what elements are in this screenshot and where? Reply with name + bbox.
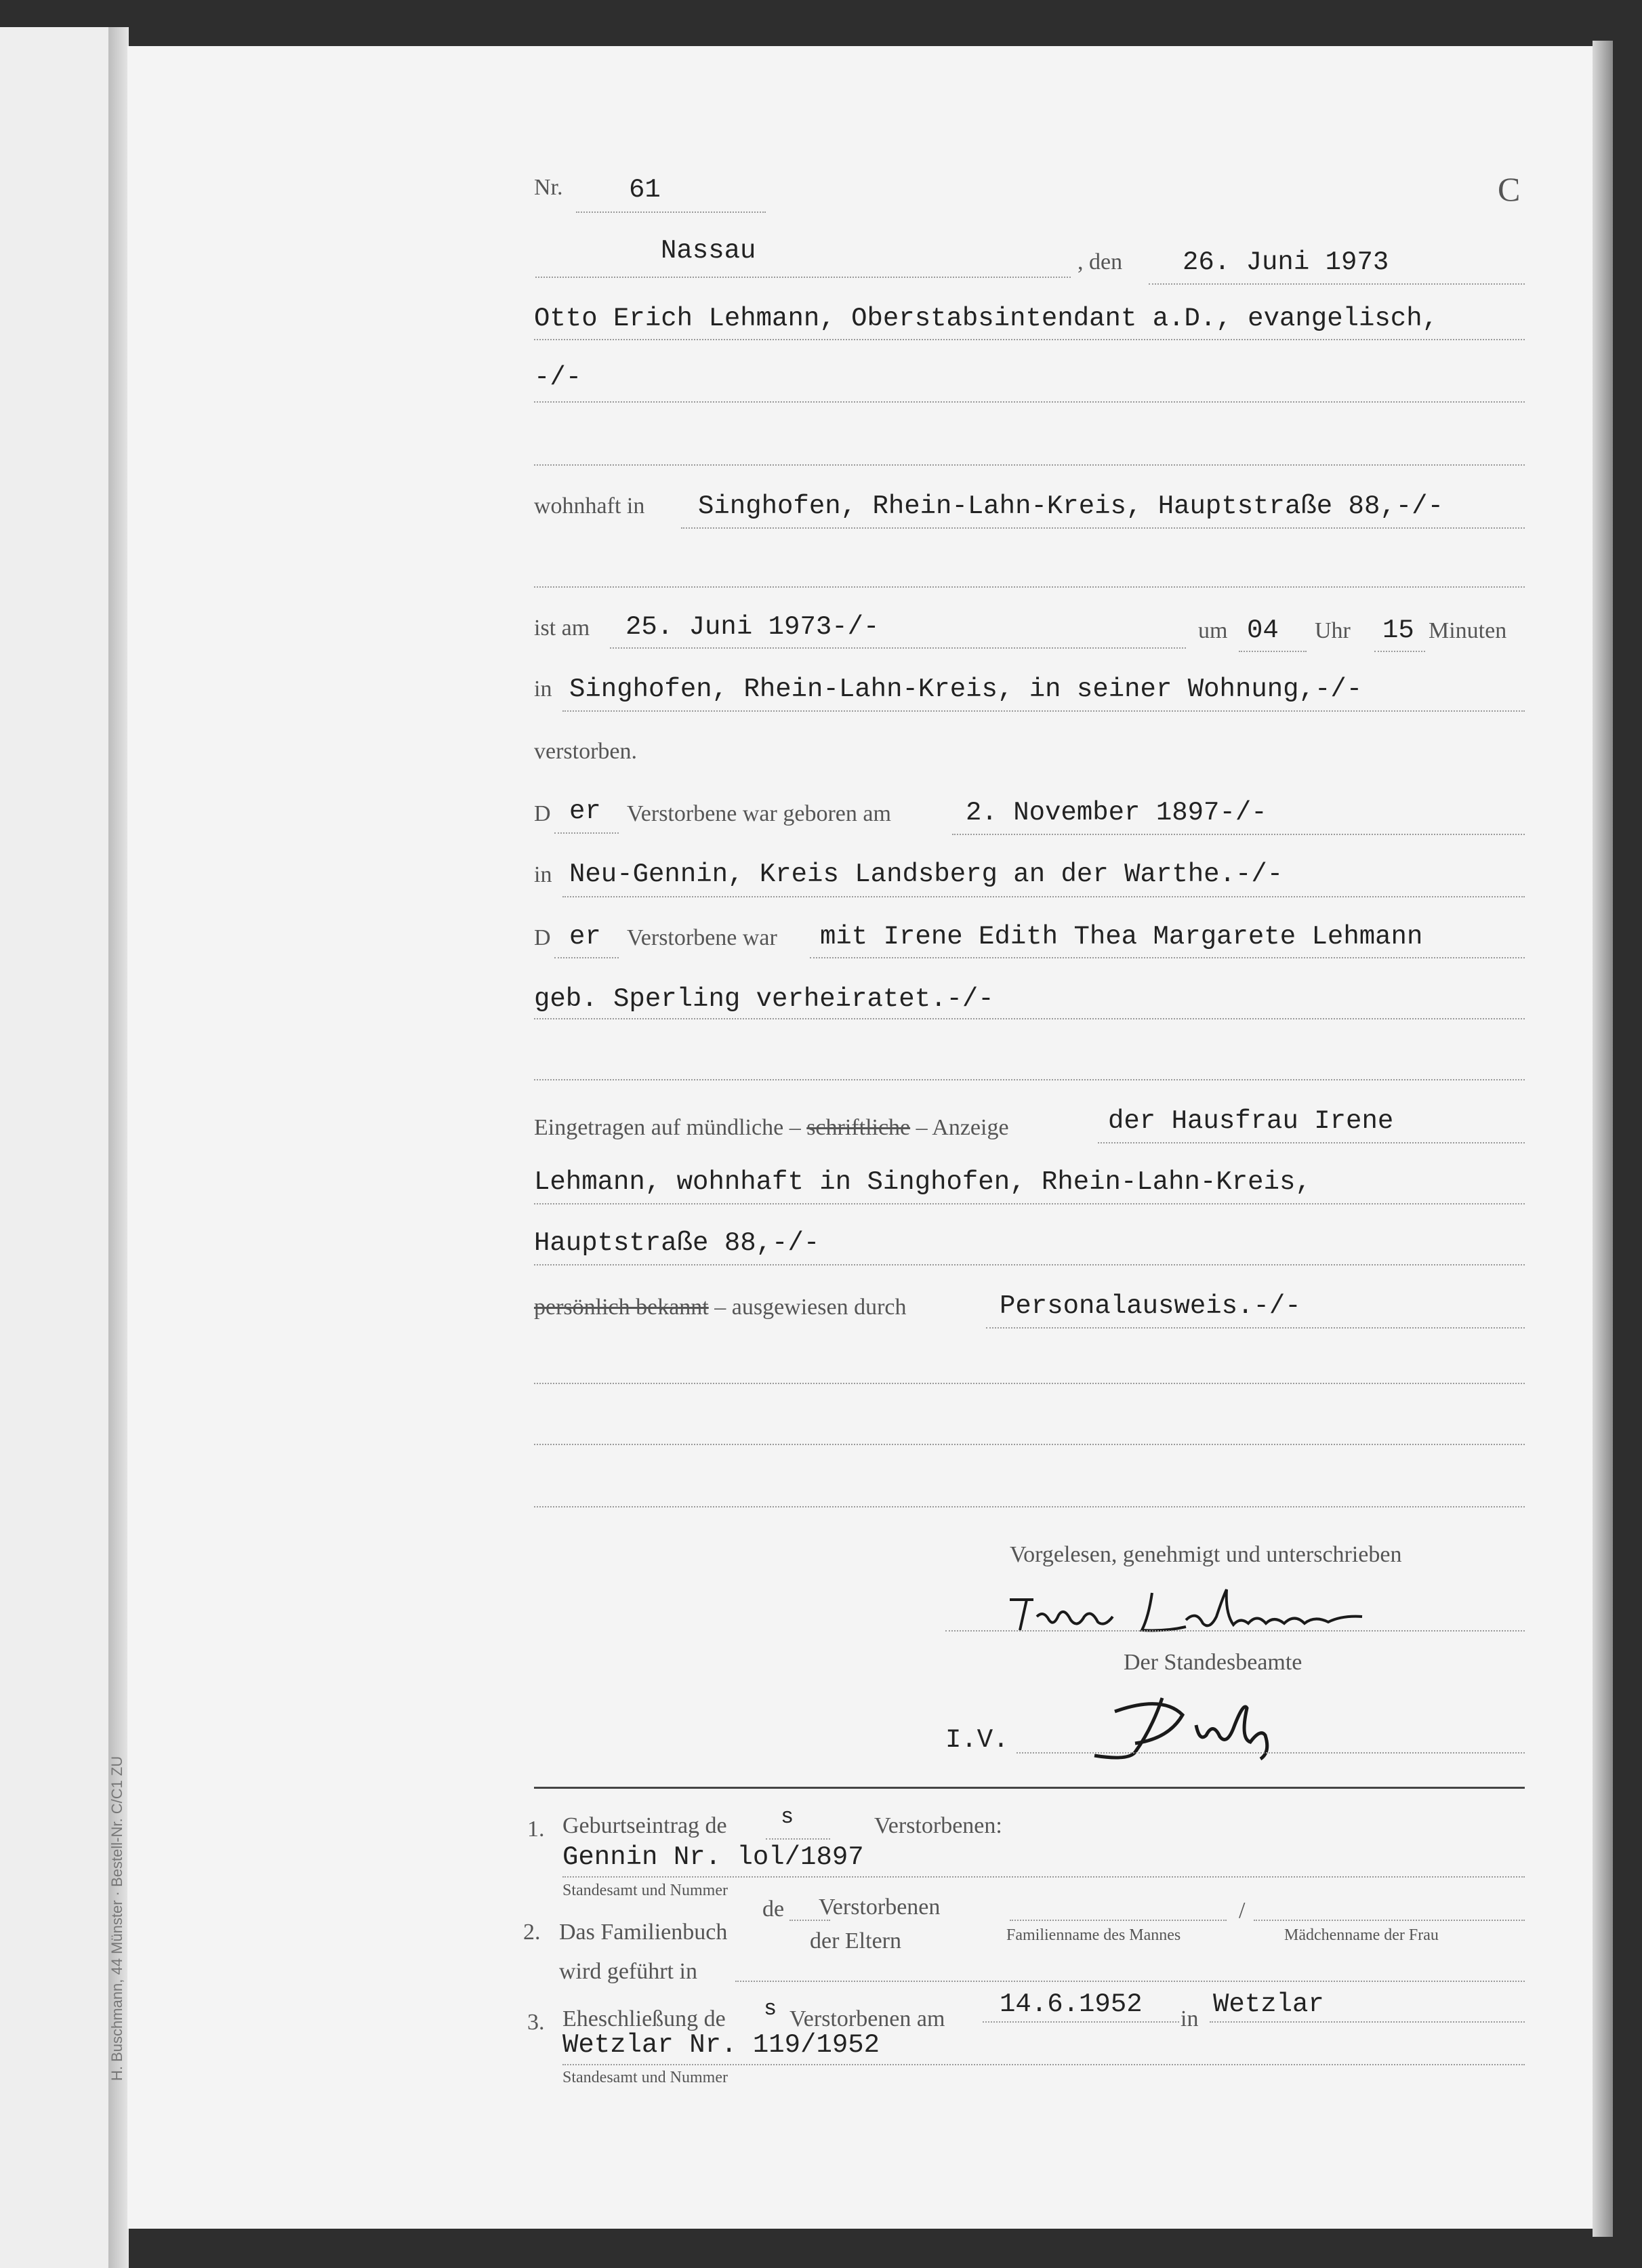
- marriage-label: Verstorbene war: [627, 925, 777, 950]
- uhr-label: Uhr: [1315, 618, 1351, 643]
- rule: [534, 1079, 1525, 1080]
- footer-divider: [534, 1787, 1525, 1789]
- item2-num: 2.: [523, 1920, 541, 1945]
- rule: [562, 2064, 1525, 2065]
- item1-num: 1.: [527, 1817, 545, 1842]
- rule: [986, 1327, 1525, 1329]
- rule: [534, 1383, 1525, 1384]
- rule: [1374, 651, 1425, 652]
- rule: [735, 1981, 1525, 1982]
- registration-line2: Lehmann, wohnhaft in Singhofen, Rhein-Lahn-Kreis,: [534, 1167, 1311, 1197]
- rule: [1098, 1142, 1525, 1143]
- rule: [534, 1264, 1525, 1265]
- item1-value: Gennin Nr. lol/1897: [562, 1842, 864, 1872]
- marriage-line2: geb. Sperling verheiratet.-/-: [534, 984, 994, 1014]
- rule: [534, 1444, 1525, 1445]
- rule: [1239, 651, 1307, 652]
- rule: [945, 1630, 1525, 1632]
- marriage-d-label: D: [534, 925, 551, 950]
- rule: [554, 957, 619, 958]
- signature-registrar: [1088, 1688, 1318, 1769]
- item3-date: 14.6.1952: [1000, 1989, 1143, 2019]
- death-date: 25. Juni 1973-/-: [625, 612, 880, 642]
- item3-sub: Standesamt und Nummer: [562, 2069, 728, 2086]
- item1-sub: Standesamt und Nummer: [562, 1882, 728, 1899]
- page-edge: [1593, 41, 1613, 2237]
- person-line1: Otto Erich Lehmann, Oberstabsintendant a.D., evangelisch,: [534, 304, 1439, 333]
- rule: [1017, 1752, 1525, 1754]
- marriage-er: er: [569, 922, 601, 952]
- rule: [766, 1838, 830, 1840]
- item1-label-post: Verstorbenen:: [874, 1813, 1002, 1838]
- ist-am-label: ist am: [534, 615, 590, 641]
- residence-label: wohnhaft in: [534, 493, 645, 519]
- registration-line3: Hauptstraße 88,-/-: [534, 1228, 820, 1258]
- rule: [534, 586, 1525, 588]
- item2-slash: /: [1239, 1898, 1246, 1923]
- rule: [576, 211, 766, 213]
- rule: [554, 832, 619, 834]
- birth-er: er: [569, 796, 601, 826]
- date-value: 26. Juni 1973: [1183, 247, 1389, 277]
- item2-gefuehrt: wird geführt in: [559, 1959, 697, 1984]
- person-line2: -/-: [534, 363, 582, 392]
- registration-label: [534, 1115, 1009, 1141]
- rule: [983, 2021, 1179, 2023]
- rule: [681, 527, 1525, 529]
- item2-verstorbenen: Verstorbenen: [819, 1895, 941, 1920]
- item3-label-pre: Eheschließung de: [562, 2006, 726, 2031]
- item2-frau: Mädchenname der Frau: [1284, 1926, 1439, 1944]
- iv-value: I.V.: [945, 1725, 1009, 1755]
- registration-label-pre: Eingetragen auf mündliche –: [534, 1115, 801, 1140]
- rule: [562, 1876, 1525, 1878]
- identified-value: Personalausweis.-/-: [1000, 1291, 1301, 1321]
- item3-num: 3.: [527, 2010, 545, 2035]
- item3-label-post: Verstorbenen am: [789, 2006, 945, 2031]
- rule: [1210, 2021, 1525, 2023]
- signature-irene-lehmann: [996, 1583, 1403, 1644]
- rule: [534, 1018, 1525, 1019]
- item2-label: Das Familienbuch: [559, 1920, 728, 1945]
- death-minutes: 15: [1382, 615, 1414, 645]
- birth-in-label: in: [534, 862, 552, 887]
- rule: [810, 957, 1525, 958]
- birth-place: Neu-Gennin, Kreis Landsberg an der Warthe.-/-: [569, 859, 1284, 889]
- rule: [535, 277, 1071, 278]
- rule: [534, 401, 1525, 403]
- rule: [562, 896, 1525, 897]
- item1-sup: s: [781, 1804, 794, 1829]
- item2-eltern: der Eltern: [810, 1928, 901, 1953]
- item2-mann: Familienname des Mannes: [1006, 1926, 1181, 1944]
- residence-value: Singhofen, Rhein-Lahn-Kreis, Hauptstraße 88,-/-: [698, 491, 1443, 521]
- verstorben-label: verstorben.: [534, 739, 638, 764]
- place-value: Nassau: [661, 236, 756, 266]
- birth-d-label: D: [534, 801, 551, 826]
- um-label: um: [1198, 618, 1228, 643]
- rule: [952, 834, 1525, 835]
- item1-label-pre: Geburtseintrag de: [562, 1813, 727, 1838]
- item3-place: Wetzlar: [1213, 1989, 1324, 2019]
- death-hour: 04: [1247, 615, 1279, 645]
- rule: [562, 710, 1525, 712]
- identified-label-text: – ausgewiesen durch: [714, 1295, 907, 1320]
- rule: [534, 1203, 1525, 1204]
- struck-known: persönlich bekannt: [534, 1295, 709, 1320]
- rule: [534, 1506, 1525, 1507]
- registrar-label: Der Standesbeamte: [1124, 1650, 1302, 1675]
- birth-label: Verstorbene war geboren am: [627, 801, 891, 826]
- registration-line1: der Hausfrau Irene: [1108, 1106, 1394, 1136]
- nr-label: Nr.: [534, 175, 563, 200]
- registration-label-struck: schriftliche: [806, 1115, 911, 1140]
- left-page: [0, 27, 110, 2268]
- registration-label-post: – Anzeige: [916, 1115, 1009, 1140]
- rule: [610, 647, 1186, 649]
- corner-letter: C: [1498, 170, 1521, 208]
- marriage-line1: mit Irene Edith Thea Margarete Lehmann: [820, 922, 1423, 952]
- item3-value: Wetzlar Nr. 119/1952: [562, 2030, 880, 2060]
- death-place: Singhofen, Rhein-Lahn-Kreis, in seiner Wohnung,-/-: [569, 674, 1363, 704]
- rule: [1149, 283, 1525, 285]
- item3-in-label: in: [1181, 2006, 1199, 2031]
- den-label: , den: [1077, 249, 1123, 275]
- identified-label: [534, 1295, 907, 1320]
- printer-info: H. Buschmann, 44 Münster · Bestell-Nr. C/C1 ZU: [108, 1756, 125, 2081]
- nr-value: 61: [629, 175, 661, 205]
- item2-de: de: [762, 1897, 785, 1922]
- rule: [534, 464, 1525, 466]
- death-in-label: in: [534, 676, 552, 702]
- minuten-label: Minuten: [1429, 618, 1507, 643]
- birth-date: 2. November 1897-/-: [966, 798, 1267, 828]
- item3-sup: s: [764, 1996, 777, 2021]
- read-approved-label: Vorgelesen, genehmigt und unterschrieben: [1010, 1542, 1402, 1567]
- rule: [534, 339, 1525, 340]
- rule: [1010, 1920, 1227, 1921]
- rule: [1254, 1920, 1525, 1921]
